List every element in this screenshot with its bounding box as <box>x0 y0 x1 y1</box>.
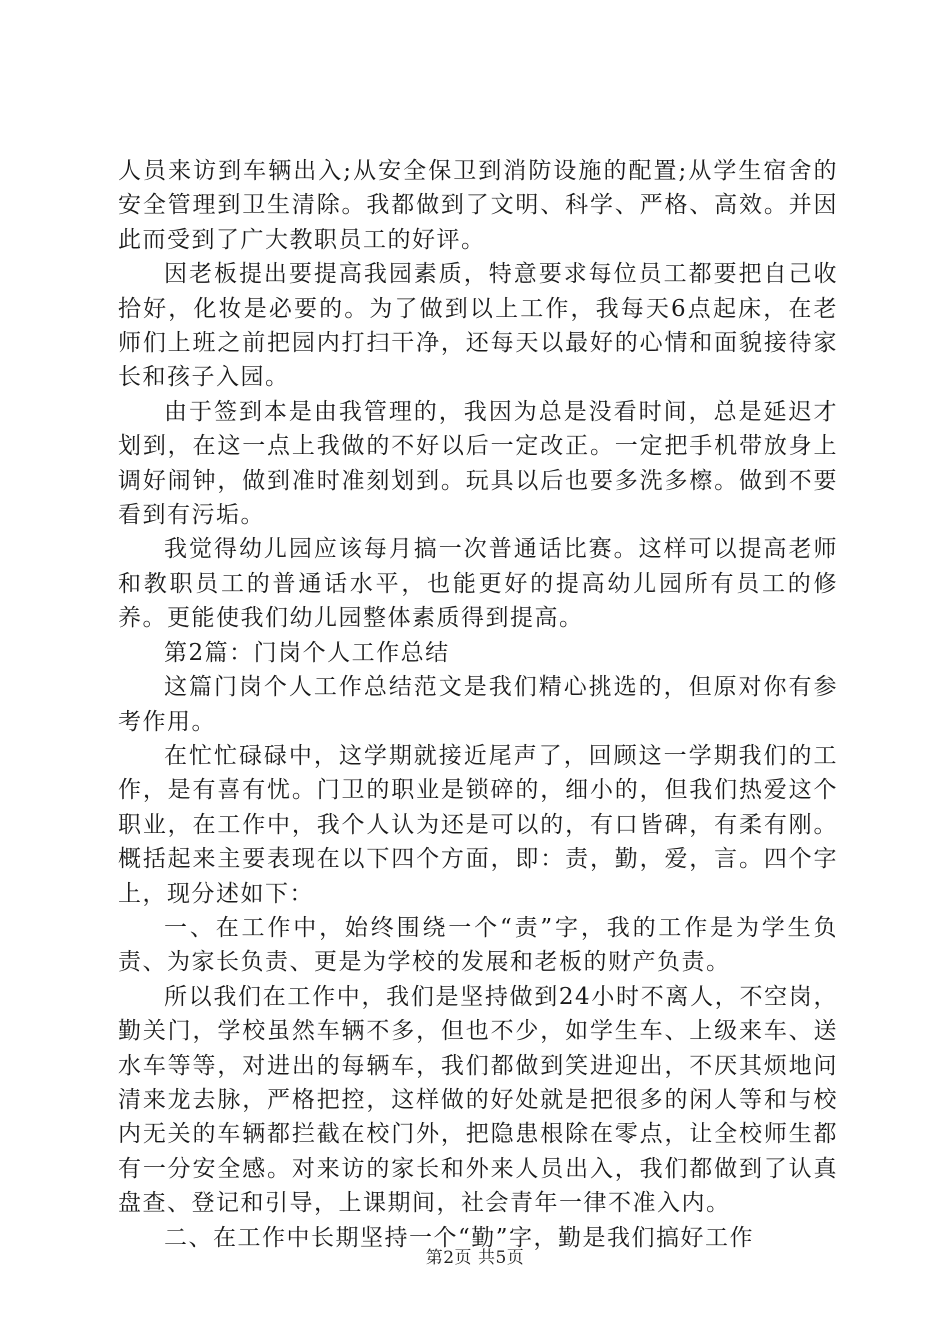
section-heading: 第2篇：门岗个人工作总结 <box>164 639 450 666</box>
paragraph: 人员来访到车辆出入;从安全保卫到消防设施的配置;从学生宿舍的安全管理到卫生清除。我都做到了文明、科学、严格、高效。并因此而受到了广大教职员工的好评。 <box>118 158 838 253</box>
paragraph: 这篇门岗个人工作总结范文是我们精心挑选的，但原对你有参考作用。 <box>118 674 838 735</box>
document-body <box>118 154 838 1255</box>
paragraph: 一、在工作中，始终围绕一个“责”字，我的工作是为学生负责、为家长负责、更是为学校的发展和老板的财产负责。 <box>118 914 838 976</box>
paragraph: 因老板提出要提高我园素质，特意要求每位员工都要把自己收拾好，化妆是必要的。为了做到以上工作，我每天6点起床，在老师们上班之前把园内打扫干净，还每天以最好的心情和面貌接待家长和孩子入园。 <box>118 261 838 391</box>
paragraph: 我觉得幼儿园应该每月搞一次普通话比赛。这样可以提高老师和教职员工的普通话水平，也能更好的提高幼儿园所有员工的修养。更能使我们幼儿园整体素质得到提高。 <box>118 536 838 632</box>
paragraph: 由于签到本是由我管理的，我因为总是没看时间，总是延迟才划到，在这一点上我做的不好以后一定改正。一定把手机带放身上调好闹钟，做到准时准刻划到。玩具以后也要多洗多檫。做到不要看到有污垢。 <box>118 398 838 529</box>
paragraph: 所以我们在工作中，我们是坚持做到24小时不离人，不空岗，勤关门，学校虽然车辆不多，但也不少，如学生车、上级来车、送水车等等，对进出的每辆车，我们都做到笑进迎出，不厌其烦地问清来龙去脉，严格把控，这样做的好处就是把很多的闲人等和与校内无关的车辆都拦截在校门外，把隐患根除在零点，让全校师生都有一分安全感。对来访的家长和外来人员出入，我们都做到了认真盘查、登记和引导，上课期间，社会青年一律不准入内。 <box>118 983 838 1217</box>
paragraph: 在忙忙碌碌中，这学期就接近尾声了，回顾这一学期我们的工作，是有喜有忧。门卫的职业是锁碎的，细小的，但我们热爱这个职业，在工作中，我个人认为还是可以的，有口皆碑，有柔有刚。概括起来主要表现在以下四个方面，即：责，勤，爱，言。四个字上，现分述如下： <box>118 742 838 907</box>
paragraph: 二、在工作中长期坚持一个“勤”字，勤是我们搞好工作 <box>164 1224 755 1251</box>
page-number-footer: 第2页 共5页 <box>425 1248 525 1268</box>
